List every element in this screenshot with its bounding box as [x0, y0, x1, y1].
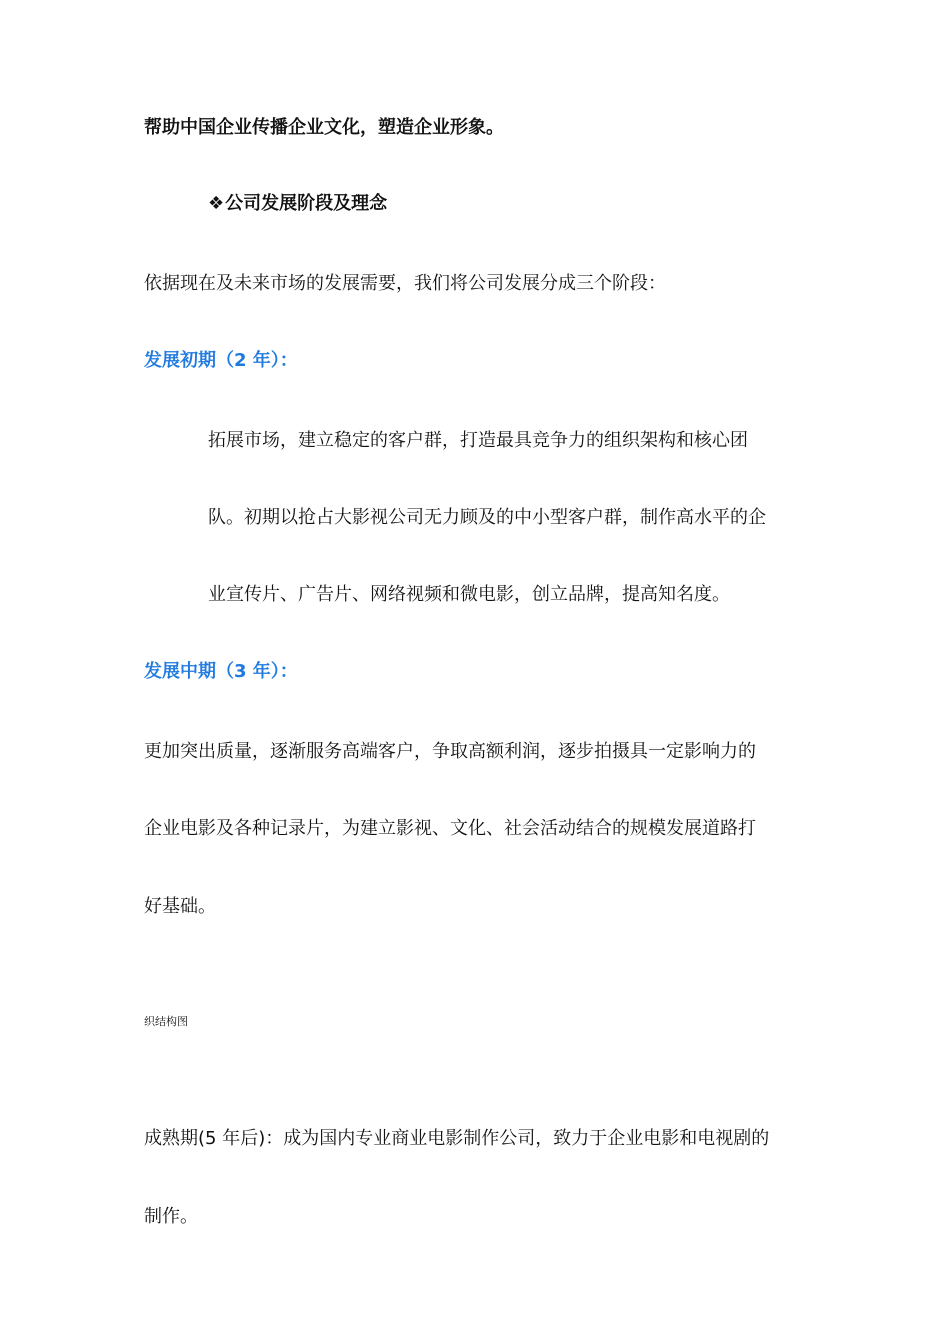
section-heading-text: 公司发展阶段及理念 [225, 193, 388, 214]
stage-mature-line: 成熟期(5 年后)：成为国内专业商业电影制作公司，致力于企业电影和电视剧的 [144, 1128, 770, 1149]
section-heading [208, 192, 387, 216]
figure-caption: 织结构图 [144, 1015, 188, 1028]
stage-middle-line: 好基础。 [144, 896, 216, 917]
stage-early-line: 业宣传片、广告片、网络视频和微电影，创立品牌，提高知名度。 [208, 584, 730, 605]
stage-mature-line: 制作。 [144, 1206, 198, 1227]
stage-middle-line: 企业电影及各种记录片，为建立影视、文化、社会活动结合的规模发展道路打 [144, 818, 756, 839]
stage-early-title: 发展初期（2 年）： [144, 350, 298, 371]
diamond-bullet-icon: ❖ [208, 193, 225, 214]
stage-middle-title: 发展中期（3 年）： [144, 661, 298, 682]
intro-closing-line: 帮助中国企业传播企业文化，塑造企业形象。 [144, 117, 504, 138]
stage-middle-line: 更加突出质量，逐渐服务高端客户，争取高额利润，逐步拍摄具一定影响力的 [144, 741, 756, 762]
stage-early-line: 拓展市场，建立稳定的客户群，打造最具竞争力的组织架构和核心团 [208, 430, 748, 451]
section-lead-paragraph: 依据现在及未来市场的发展需要，我们将公司发展分成三个阶段： [144, 273, 666, 294]
stage-early-line: 队。初期以抢占大影视公司无力顾及的中小型客户群，制作高水平的企 [208, 507, 766, 528]
